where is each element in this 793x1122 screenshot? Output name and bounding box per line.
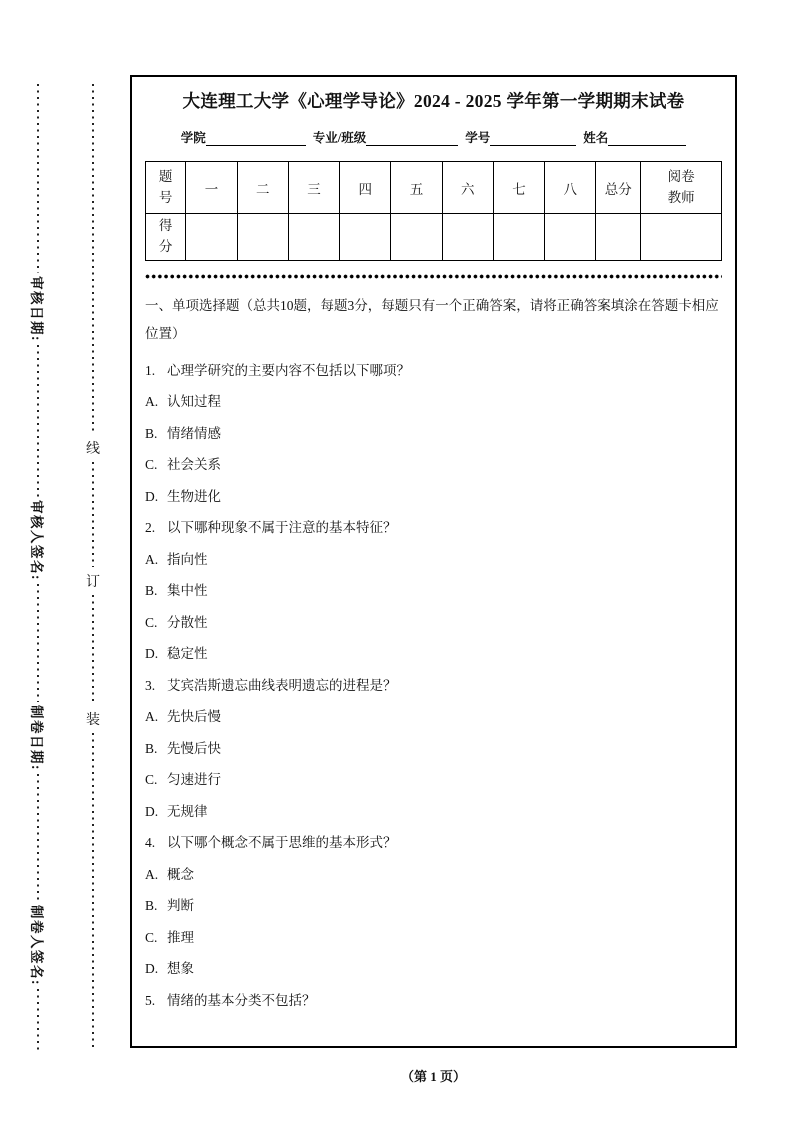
col-grader: 阅卷教师 [641, 162, 722, 214]
score-cell [391, 214, 442, 261]
option-text: 匀速进行 [167, 772, 221, 788]
binding-char-bind: 装 [86, 713, 100, 728]
question-text: 情绪的基本分类不包括？ [167, 992, 316, 1008]
option-letter: C. [145, 614, 158, 630]
option-letter: C. [145, 457, 158, 473]
option-text: 集中性 [167, 583, 208, 599]
option-line [145, 890, 722, 922]
question-no-header-cell: 题号 [146, 162, 186, 214]
question-number: 4. [145, 835, 156, 851]
option-text: 推理 [167, 929, 194, 945]
option-text: 判断 [167, 898, 194, 914]
exam-paper [130, 75, 737, 1048]
option-line [145, 796, 722, 828]
option-text: 无规律 [167, 803, 208, 819]
score-cell [442, 214, 493, 261]
option-text: 情绪情感 [167, 425, 221, 441]
score-cell [186, 214, 237, 261]
question-line [145, 670, 722, 702]
option-text: 指向性 [167, 551, 208, 567]
dotted-line [92, 595, 94, 705]
option-letter: A. [145, 551, 159, 567]
option-letter: D. [145, 803, 159, 819]
section-title: 一、单项选择题（总共10题，每题3分，每题只有一个正确答案，请将正确答案填涂在答题卡相应位置） [145, 297, 719, 341]
option-letter: A. [145, 394, 159, 410]
score-header-cell: 得分 [146, 214, 186, 261]
question-text: 心理学研究的主要内容不包括以下哪项？ [167, 362, 410, 378]
major-class-blank [366, 131, 458, 146]
question-line [145, 512, 722, 544]
review-date-label: 审核日期: [29, 276, 44, 343]
col-4: 四 [340, 162, 391, 214]
question-text: 艾宾浩斯遗忘曲线表明遗忘的进程是？ [167, 677, 397, 693]
student-id-label: 学号 [465, 131, 491, 145]
option-letter: B. [145, 583, 158, 599]
col-2: 二 [237, 162, 288, 214]
binding-line-column [84, 84, 102, 1048]
option-letter: B. [145, 898, 158, 914]
paper-maker-signature-label: 制卷人签名: [29, 904, 44, 986]
dotted-line [37, 584, 39, 702]
option-letter: B. [145, 740, 158, 756]
question-4 [145, 827, 722, 985]
score-table-header-row [146, 162, 722, 214]
dotted-line [37, 774, 39, 902]
dotted-line [37, 989, 39, 1050]
student-id-blank [490, 131, 576, 146]
option-letter: D. [145, 488, 159, 504]
option-line [145, 418, 722, 450]
col-7: 七 [493, 162, 544, 214]
score-table-score-row [146, 214, 722, 261]
name-label: 姓名 [583, 131, 609, 145]
question-text: 以下哪个概念不属于思维的基本形式？ [167, 835, 397, 851]
question-number: 5. [145, 992, 156, 1008]
score-cell [545, 214, 596, 261]
major-class-field [313, 128, 458, 146]
binding-char-line: 线 [86, 442, 100, 457]
college-blank [206, 131, 306, 146]
option-line [145, 386, 722, 418]
college-label: 学院 [180, 131, 206, 145]
dotted-line [92, 84, 94, 434]
option-letter: C. [145, 772, 158, 788]
question-2 [145, 512, 722, 670]
option-line [145, 449, 722, 481]
option-line [145, 859, 722, 891]
option-line [145, 544, 722, 576]
dotted-line [37, 345, 39, 496]
option-line [145, 953, 722, 985]
option-letter: C. [145, 929, 158, 945]
option-line [145, 764, 722, 796]
option-letter: D. [145, 646, 159, 662]
col-3: 三 [288, 162, 339, 214]
option-text: 先快后慢 [167, 709, 221, 725]
option-text: 想象 [167, 961, 194, 977]
option-line [145, 922, 722, 954]
col-1: 一 [186, 162, 237, 214]
col-6: 六 [442, 162, 493, 214]
score-cell [340, 214, 391, 261]
page-footer: （第 1 页） [400, 1069, 466, 1084]
col-8: 八 [545, 162, 596, 214]
option-text: 概念 [167, 866, 194, 882]
score-cell [493, 214, 544, 261]
exam-body [145, 292, 722, 1017]
option-line [145, 733, 722, 765]
option-letter: B. [145, 425, 158, 441]
question-1 [145, 355, 722, 513]
exam-title: 大连理工大学《心理学导论》2024 - 2025 学年第一学期期末试卷 [182, 91, 685, 111]
question-number: 3. [145, 677, 156, 693]
student-info-row [145, 128, 722, 146]
name-field [583, 128, 686, 146]
score-cell [596, 214, 641, 261]
major-class-label: 专业/班级 [312, 131, 367, 145]
question-line [145, 355, 722, 387]
option-text: 稳定性 [167, 646, 208, 662]
col-5: 五 [391, 162, 442, 214]
dotted-line [92, 733, 94, 1048]
name-blank [608, 131, 686, 146]
option-line [145, 607, 722, 639]
student-id-field [465, 128, 576, 146]
score-table [145, 161, 722, 261]
question-number: 2. [145, 520, 156, 536]
option-letter: D. [145, 961, 159, 977]
question-line [145, 985, 722, 1017]
score-cell [288, 214, 339, 261]
question-text: 以下哪种现象不属于注意的基本特征？ [167, 520, 397, 536]
option-line [145, 701, 722, 733]
dotted-line [92, 462, 94, 567]
score-cell [237, 214, 288, 261]
option-text: 分散性 [167, 614, 208, 630]
question-5 [145, 985, 722, 1017]
option-text: 生物进化 [167, 488, 221, 504]
option-letter: A. [145, 866, 159, 882]
college-field [181, 128, 306, 146]
question-line [145, 827, 722, 859]
col-total: 总分 [596, 162, 641, 214]
option-line [145, 481, 722, 513]
score-cell [641, 214, 722, 261]
option-letter: A. [145, 709, 159, 725]
option-text: 认知过程 [167, 394, 221, 410]
option-line [145, 638, 722, 670]
reviewer-signature-label: 审核人签名: [29, 499, 44, 581]
dotted-line [37, 84, 39, 273]
dotted-separator [145, 274, 722, 279]
option-text: 先慢后快 [167, 740, 221, 756]
signature-labels-column [26, 84, 50, 1050]
option-text: 社会关系 [167, 457, 221, 473]
paper-made-date-label: 制卷日期: [29, 704, 44, 771]
option-line [145, 575, 722, 607]
question-number: 1. [145, 362, 156, 378]
question-3 [145, 670, 722, 828]
binding-char-staple: 订 [86, 575, 100, 590]
